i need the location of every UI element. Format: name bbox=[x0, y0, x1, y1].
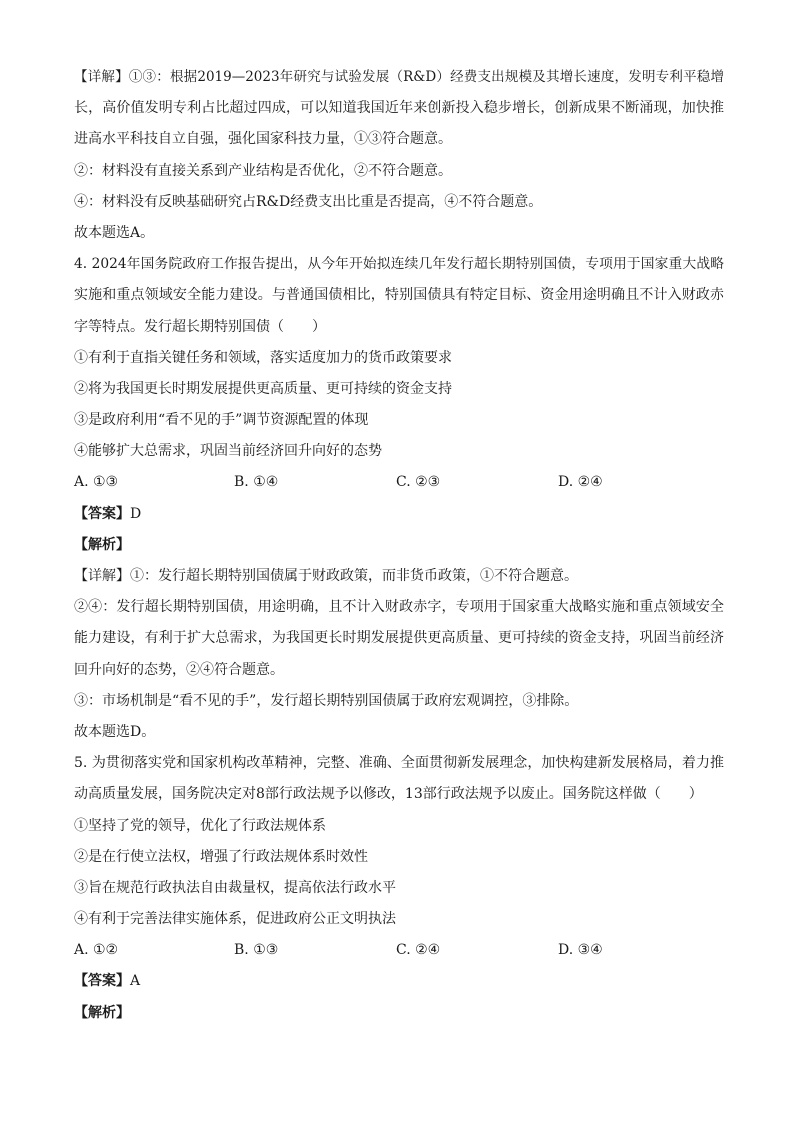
option-a: A. ①③ bbox=[74, 474, 119, 491]
question-stem-line: 动高质量发展，国务院决定对8部行政法规予以修改，13部行政法规予以废止。国务院这样做（ ） bbox=[74, 786, 703, 803]
option-d: D. ②④ bbox=[558, 474, 603, 491]
question-stem-line: 5. 为贯彻落实党和国家机构改革精神，完整、准确、全面贯彻新发展理念，加快构建新发展格局，着力推 bbox=[74, 755, 724, 772]
question-stem-line: 4. 2024年国务院政府工作报告提出，从今年开始拟连续几年发行超长期特别国债，专项用于国家重大战略 bbox=[74, 256, 724, 273]
statement-item: ①有利于直指关键任务和领域，落实适度加力的货币政策要求 bbox=[74, 349, 452, 366]
detail-paragraph-line: ②④：发行超长期特别国债，用途明确，且不计入财政赤字，专项用于国家重大战略实施和重点领域安全 bbox=[74, 599, 724, 616]
document-body bbox=[74, 62, 724, 1029]
option-b: B. ①③ bbox=[234, 942, 279, 959]
question-stem-line: 实施和重点领域安全能力建设。与普通国债相比，特别国债具有特定目标、资金用途明确且不计入财政赤 bbox=[74, 287, 724, 304]
question-stem-line: 字等特点。发行超长期特别国债（ ） bbox=[74, 318, 326, 335]
answer-value: D bbox=[130, 505, 142, 522]
option-b: B. ①④ bbox=[234, 474, 279, 491]
options-row bbox=[74, 467, 724, 498]
statement-item: ②将为我国更长时期发展提供更高质量、更可持续的资金支持 bbox=[74, 380, 452, 397]
detail-paragraph-line: 【详解】①③：根据2019—2023年研究与试验发展（R&D）经费支出规模及其增长速度，发明专利平稳增 bbox=[74, 69, 724, 85]
analysis-label: 【解析】 bbox=[74, 536, 130, 553]
option-d: D. ③④ bbox=[558, 942, 603, 959]
detail-paragraph-line: 能力建设，有利于扩大总需求，为我国更长时期发展提供更高质量、更可持续的资金支持，巩固当前经济 bbox=[74, 630, 724, 647]
option-a: A. ①② bbox=[74, 942, 119, 959]
detail-paragraph-line: 【详解】①：发行超长期特别国债属于财政政策，而非货币政策，①不符合题意。 bbox=[74, 568, 578, 584]
detail-paragraph-line: ④：材料没有反映基础研究占R&D经费支出比重是否提高，④不符合题意。 bbox=[74, 193, 543, 210]
statement-item: ④有利于完善法律实施体系，促进政府公正文明执法 bbox=[74, 911, 396, 928]
conclusion-line: 故本题选A。 bbox=[74, 224, 155, 241]
statement-item: ①坚持了党的领导，优化了行政法规体系 bbox=[74, 817, 326, 834]
detail-paragraph-line: ②：材料没有直接关系到产业结构是否优化，②不符合题意。 bbox=[74, 162, 452, 179]
options-row bbox=[74, 935, 724, 966]
statement-item: ②是在行使立法权，增强了行政法规体系时效性 bbox=[74, 848, 368, 865]
conclusion-line: 故本题选D。 bbox=[74, 723, 156, 740]
detail-paragraph-line: 长，高价值发明专利占比超过四成，可以知道我国近年来创新投入稳步增长，创新成果不断涌现，加快推 bbox=[74, 100, 724, 117]
analysis-heading bbox=[74, 530, 724, 561]
answer-label: 【答案】 bbox=[74, 973, 130, 990]
detail-paragraph-line: 进高水平科技自立自强，强化国家科技力量，①③符合题意。 bbox=[74, 131, 452, 148]
statement-item: ③旨在规范行政执法自由裁量权，提高依法行政水平 bbox=[74, 879, 396, 896]
statement-item: ③是政府利用“看不见的手”调节资源配置的体现 bbox=[74, 412, 369, 429]
analysis-label: 【解析】 bbox=[74, 1004, 130, 1021]
option-c: C. ②③ bbox=[396, 474, 441, 491]
analysis-heading bbox=[74, 998, 724, 1029]
answer-line bbox=[74, 966, 724, 997]
detail-paragraph-line: 回升向好的态势，②④符合题意。 bbox=[74, 661, 284, 678]
answer-line bbox=[74, 499, 724, 530]
detail-paragraph-line: ③：市场机制是“看不见的手”，发行超长期特别国债属于政府宏观调控，③排除。 bbox=[74, 692, 579, 709]
statement-item: ④能够扩大总需求，巩固当前经济回升向好的态势 bbox=[74, 443, 382, 460]
option-c: C. ②④ bbox=[396, 942, 441, 959]
answer-label: 【答案】 bbox=[74, 505, 130, 522]
answer-value: A bbox=[130, 973, 141, 990]
